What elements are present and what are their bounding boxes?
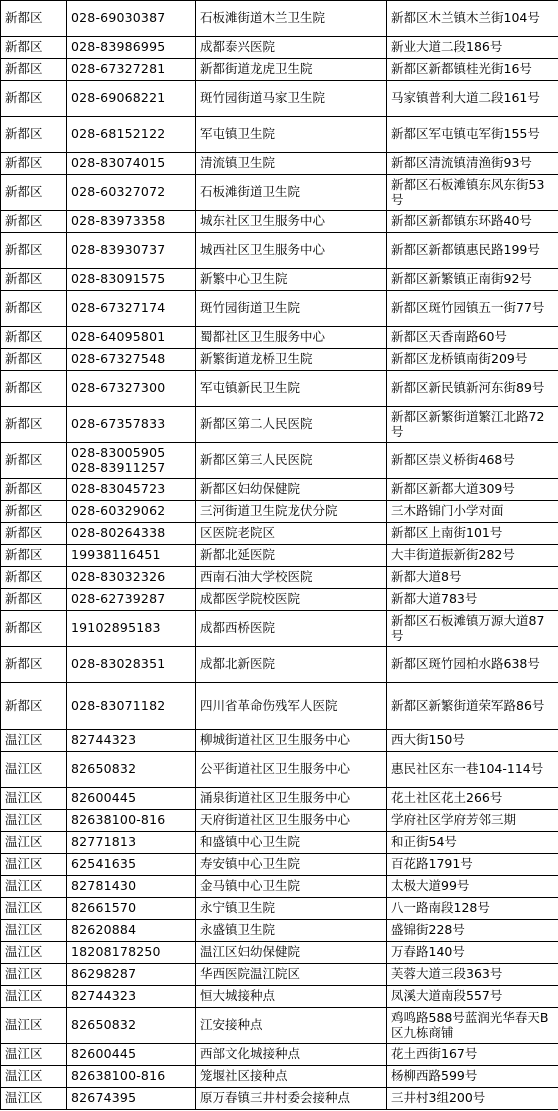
district-cell: 新都区: [1, 153, 67, 175]
district-cell: 新都区: [1, 81, 67, 117]
address-cell: 太极大道99号: [387, 876, 558, 898]
name-cell: 天府街道社区卫生服务中心: [196, 810, 387, 832]
table-row: [1, 1008, 558, 1044]
table-row: [1, 832, 558, 854]
address-cell: 新都区新都镇东环路40号: [387, 211, 558, 233]
address-cell: 新都区崇义桥街468号: [387, 443, 558, 479]
phone-cell: 028-83005905 028-83911257: [67, 443, 196, 479]
phone-cell: 18208178250: [67, 942, 196, 964]
name-cell: 城东社区卫生服务中心: [196, 211, 387, 233]
name-cell: 西南石油大学校医院: [196, 567, 387, 589]
table-row: [1, 683, 558, 730]
table-row: [1, 371, 558, 407]
address-cell: 万春路140号: [387, 942, 558, 964]
address-cell: 三木路锦门小学对面: [387, 501, 558, 523]
address-cell: 新都区军屯镇屯军街155号: [387, 117, 558, 153]
phone-cell: 028-68152122: [67, 117, 196, 153]
name-cell: 斑竹园街道马家卫生院: [196, 81, 387, 117]
phone-cell: 028-83032326: [67, 567, 196, 589]
district-cell: 新都区: [1, 501, 67, 523]
table-row: [1, 291, 558, 327]
phone-cell: 82661570: [67, 898, 196, 920]
name-cell: 城西社区卫生服务中心: [196, 233, 387, 269]
table-row: [1, 327, 558, 349]
table-row: [1, 1088, 558, 1110]
address-cell: 西大街150号: [387, 730, 558, 752]
phone-cell: 19102895183: [67, 611, 196, 647]
table-row: [1, 523, 558, 545]
district-cell: 温江区: [1, 1066, 67, 1088]
name-cell: 永宁镇卫生院: [196, 898, 387, 920]
name-cell: 蜀都社区卫生服务中心: [196, 327, 387, 349]
table-row: [1, 81, 558, 117]
address-cell: 芙蓉大道三段363号: [387, 964, 558, 986]
table-row: [1, 611, 558, 647]
address-cell: 八一路南段128号: [387, 898, 558, 920]
name-cell: 新繁中心卫生院: [196, 269, 387, 291]
address-cell: 新都区新民镇新河东街89号: [387, 371, 558, 407]
phone-cell: 028-83973358: [67, 211, 196, 233]
address-cell: 新都区石板滩镇东风东街53号: [387, 175, 558, 211]
district-cell: 新都区: [1, 327, 67, 349]
address-cell: 鸡鸣路588号蓝润光华春天B区九栋商铺: [387, 1008, 558, 1044]
district-cell: 新都区: [1, 1, 67, 37]
district-cell: 温江区: [1, 942, 67, 964]
table-row: [1, 1, 558, 37]
phone-cell: 028-67357833: [67, 407, 196, 443]
address-cell: 学府社区学府芳邻三期: [387, 810, 558, 832]
name-cell: 新都北延医院: [196, 545, 387, 567]
phone-cell: 028-60329062: [67, 501, 196, 523]
district-cell: 新都区: [1, 443, 67, 479]
district-cell: 新都区: [1, 175, 67, 211]
district-cell: 新都区: [1, 371, 67, 407]
address-cell: 花土社区花土266号: [387, 788, 558, 810]
address-cell: 惠民社区东一巷104-114号: [387, 752, 558, 788]
district-cell: 新都区: [1, 545, 67, 567]
district-cell: 温江区: [1, 898, 67, 920]
table-row: [1, 153, 558, 175]
address-cell: 新都区新都镇惠民路199号: [387, 233, 558, 269]
table-row: [1, 589, 558, 611]
phone-cell: 028-83986995: [67, 37, 196, 59]
phone-cell: 82638100-816: [67, 810, 196, 832]
phone-cell: 028-83045723: [67, 479, 196, 501]
district-cell: 新都区: [1, 211, 67, 233]
address-cell: 新都区新都大道309号: [387, 479, 558, 501]
table-row: [1, 964, 558, 986]
phone-cell: 028-83074015: [67, 153, 196, 175]
district-cell: 温江区: [1, 810, 67, 832]
district-cell: 温江区: [1, 854, 67, 876]
address-cell: 新都区木兰镇木兰街104号: [387, 1, 558, 37]
name-cell: 西部文化城接种点: [196, 1044, 387, 1066]
address-cell: 新都区新繁镇正南街92号: [387, 269, 558, 291]
phone-cell: 028-64095801: [67, 327, 196, 349]
name-cell: 三河街道卫生院龙伏分院: [196, 501, 387, 523]
address-cell: 新都大道8号: [387, 567, 558, 589]
table-row: [1, 1066, 558, 1088]
table-row: [1, 349, 558, 371]
district-cell: 新都区: [1, 567, 67, 589]
name-cell: 和盛镇中心卫生院: [196, 832, 387, 854]
name-cell: 温江区妇幼保健院: [196, 942, 387, 964]
phone-cell: 82650832: [67, 1008, 196, 1044]
address-cell: 新都区斑竹园柏水路638号: [387, 647, 558, 683]
table-row: [1, 1044, 558, 1066]
address-cell: 新业大道二段186号: [387, 37, 558, 59]
phone-cell: 82781430: [67, 876, 196, 898]
district-cell: 温江区: [1, 964, 67, 986]
table-row: [1, 986, 558, 1008]
phone-cell: 82674395: [67, 1088, 196, 1110]
district-cell: 新都区: [1, 479, 67, 501]
district-cell: 新都区: [1, 611, 67, 647]
address-cell: 杨柳西路599号: [387, 1066, 558, 1088]
table-row: [1, 175, 558, 211]
table-row: [1, 920, 558, 942]
district-cell: 温江区: [1, 1088, 67, 1110]
district-cell: 温江区: [1, 752, 67, 788]
district-cell: 温江区: [1, 788, 67, 810]
table-row: [1, 898, 558, 920]
phone-cell: 82600445: [67, 788, 196, 810]
phone-cell: 86298287: [67, 964, 196, 986]
address-cell: 凤溪大道南段557号: [387, 986, 558, 1008]
phone-cell: 82600445: [67, 1044, 196, 1066]
phone-cell: 028-67327174: [67, 291, 196, 327]
phone-cell: 19938116451: [67, 545, 196, 567]
table-row: [1, 479, 558, 501]
name-cell: 斑竹园街道卫生院: [196, 291, 387, 327]
name-cell: 军屯镇新民卫生院: [196, 371, 387, 407]
phone-cell: 028-67327548: [67, 349, 196, 371]
table-row: [1, 647, 558, 683]
name-cell: 石板滩街道卫生院: [196, 175, 387, 211]
address-cell: 花土西街167号: [387, 1044, 558, 1066]
name-cell: 柳城街道社区卫生服务中心: [196, 730, 387, 752]
name-cell: 江安接种点: [196, 1008, 387, 1044]
phone-cell: 028-67327281: [67, 59, 196, 81]
clinic-table-body: [1, 1, 558, 1110]
name-cell: 四川省革命伤残军人医院: [196, 683, 387, 730]
phone-cell: 028-83091575: [67, 269, 196, 291]
name-cell: 寿安镇中心卫生院: [196, 854, 387, 876]
table-row: [1, 730, 558, 752]
phone-cell: 82744323: [67, 730, 196, 752]
address-cell: 新都区新繁街道荣军路86号: [387, 683, 558, 730]
table-row: [1, 443, 558, 479]
name-cell: 区医院老院区: [196, 523, 387, 545]
district-cell: 温江区: [1, 876, 67, 898]
table-row: [1, 37, 558, 59]
address-cell: 新都大道783号: [387, 589, 558, 611]
phone-cell: 028-83071182: [67, 683, 196, 730]
address-cell: 新都区天香南路60号: [387, 327, 558, 349]
name-cell: 军屯镇卫生院: [196, 117, 387, 153]
table-row: [1, 407, 558, 443]
address-cell: 新都区斑竹园镇五一街77号: [387, 291, 558, 327]
address-cell: 新都区新都镇桂光街16号: [387, 59, 558, 81]
table-row: [1, 788, 558, 810]
name-cell: 金马镇中心卫生院: [196, 876, 387, 898]
table-row: [1, 942, 558, 964]
district-cell: 新都区: [1, 349, 67, 371]
phone-cell: 028-69068221: [67, 81, 196, 117]
table-row: [1, 233, 558, 269]
address-cell: 新都区石板滩镇万源大道87号: [387, 611, 558, 647]
table-row: [1, 269, 558, 291]
district-cell: 温江区: [1, 920, 67, 942]
phone-cell: 028-67327300: [67, 371, 196, 407]
address-cell: 盛锦街228号: [387, 920, 558, 942]
name-cell: 新繁街道龙桥卫生院: [196, 349, 387, 371]
table-row: [1, 854, 558, 876]
table-row: [1, 117, 558, 153]
district-cell: 新都区: [1, 647, 67, 683]
phone-cell: 82650832: [67, 752, 196, 788]
district-cell: 温江区: [1, 1044, 67, 1066]
name-cell: 新都街道龙虎卫生院: [196, 59, 387, 81]
district-cell: 温江区: [1, 986, 67, 1008]
table-row: [1, 752, 558, 788]
name-cell: 华西医院温江院区: [196, 964, 387, 986]
table-row: [1, 501, 558, 523]
name-cell: 新都区第三人民医院: [196, 443, 387, 479]
name-cell: 成都医学院校医院: [196, 589, 387, 611]
district-cell: 新都区: [1, 59, 67, 81]
district-cell: 新都区: [1, 407, 67, 443]
phone-cell: 82771813: [67, 832, 196, 854]
name-cell: 成都北新医院: [196, 647, 387, 683]
name-cell: 笼堰社区接种点: [196, 1066, 387, 1088]
name-cell: 公平街道社区卫生服务中心: [196, 752, 387, 788]
address-cell: 新都区新繁街道繁江北路72号: [387, 407, 558, 443]
phone-cell: 82638100-816: [67, 1066, 196, 1088]
district-cell: 温江区: [1, 832, 67, 854]
address-cell: 新都区上南街101号: [387, 523, 558, 545]
district-cell: 新都区: [1, 683, 67, 730]
district-cell: 温江区: [1, 1008, 67, 1044]
phone-cell: 62541635: [67, 854, 196, 876]
district-cell: 新都区: [1, 37, 67, 59]
address-cell: 马家镇普利大道二段161号: [387, 81, 558, 117]
address-cell: 大丰街道振新街282号: [387, 545, 558, 567]
district-cell: 新都区: [1, 589, 67, 611]
address-cell: 和正街54号: [387, 832, 558, 854]
district-cell: 新都区: [1, 269, 67, 291]
table-row: [1, 545, 558, 567]
phone-cell: 028-62739287: [67, 589, 196, 611]
table-row: [1, 567, 558, 589]
district-cell: 温江区: [1, 730, 67, 752]
name-cell: 涌泉街道社区卫生服务中心: [196, 788, 387, 810]
address-cell: 新都区清流镇清渔街93号: [387, 153, 558, 175]
name-cell: 成都西桥医院: [196, 611, 387, 647]
district-cell: 新都区: [1, 117, 67, 153]
phone-cell: 028-69030387: [67, 1, 196, 37]
district-cell: 新都区: [1, 233, 67, 269]
name-cell: 原万春镇三井村委会接种点: [196, 1088, 387, 1110]
name-cell: 成都泰兴医院: [196, 37, 387, 59]
name-cell: 清流镇卫生院: [196, 153, 387, 175]
name-cell: 恒大城接种点: [196, 986, 387, 1008]
name-cell: 新都区第二人民医院: [196, 407, 387, 443]
table-row: [1, 810, 558, 832]
address-cell: 三井村3组200号: [387, 1088, 558, 1110]
district-cell: 新都区: [1, 523, 67, 545]
table-row: [1, 876, 558, 898]
phone-cell: 028-80264338: [67, 523, 196, 545]
table-row: [1, 59, 558, 81]
name-cell: 新都区妇幼保健院: [196, 479, 387, 501]
phone-cell: 82744323: [67, 986, 196, 1008]
table-row: [1, 211, 558, 233]
phone-cell: 028-83930737: [67, 233, 196, 269]
name-cell: 石板滩街道木兰卫生院: [196, 1, 387, 37]
address-cell: 新都区龙桥镇南街209号: [387, 349, 558, 371]
phone-cell: 028-83028351: [67, 647, 196, 683]
phone-cell: 82620884: [67, 920, 196, 942]
phone-cell: 028-60327072: [67, 175, 196, 211]
name-cell: 永盛镇卫生院: [196, 920, 387, 942]
district-cell: 新都区: [1, 291, 67, 327]
address-cell: 百花路1791号: [387, 854, 558, 876]
